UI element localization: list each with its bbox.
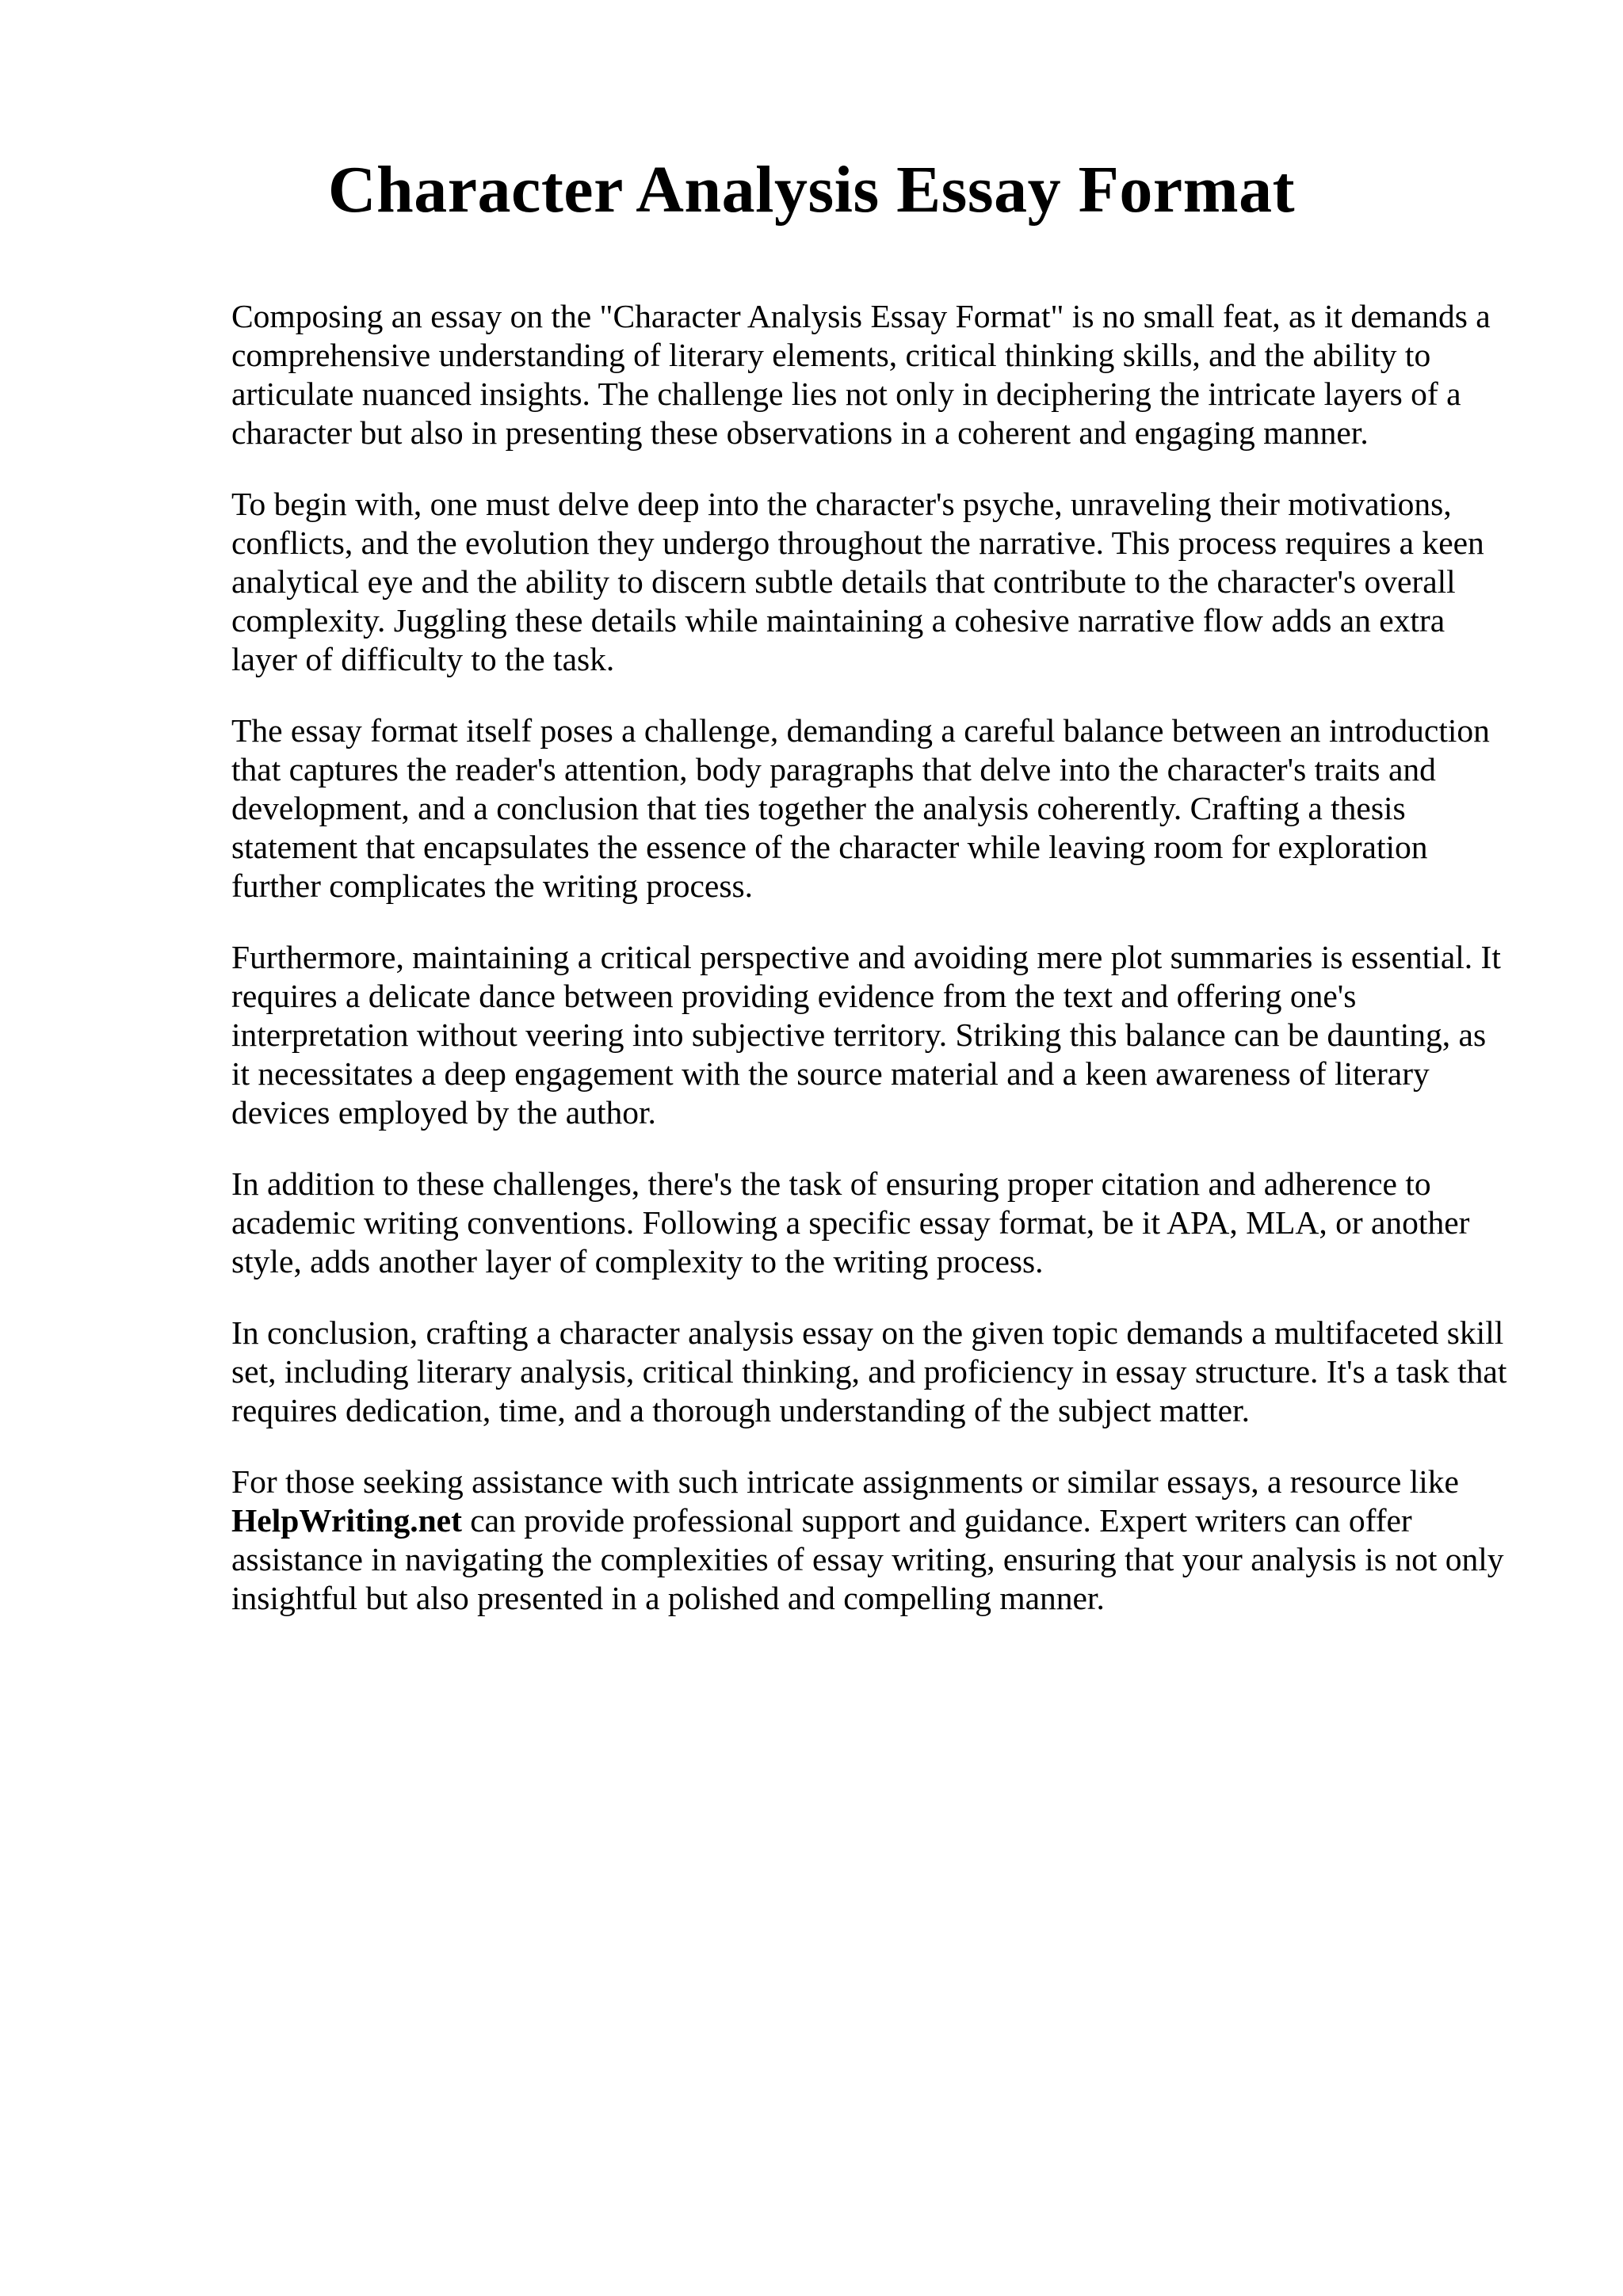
- paragraph-line: insightful but also presented in a polished and compelling manner.: [231, 1580, 1105, 1616]
- paragraph-line: statement that encapsulates the essence of the character while leaving room for exploration: [231, 829, 1428, 865]
- paragraph-line: For those seeking assistance with such intricate assignments or similar essays, a resource like: [231, 1463, 1459, 1500]
- paragraph-line: complexity. Juggling these details while maintaining a cohesive narrative flow adds an extra: [231, 602, 1445, 639]
- paragraph-line-rest: can provide professional support and guidance. Expert writers can offer: [461, 1502, 1412, 1539]
- paragraph-4: [231, 938, 1515, 1132]
- paragraph-line: The essay format itself poses a challenge, demanding a careful balance between an introduction: [231, 712, 1490, 749]
- paragraph-line: it necessitates a deep engagement with the source material and a keen awareness of literary: [231, 1055, 1430, 1092]
- paragraph-line: layer of difficulty to the task.: [231, 641, 615, 677]
- paragraph-line: that captures the reader's attention, body paragraphs that delve into the character's traits and: [231, 751, 1436, 788]
- paragraph-1: [231, 297, 1515, 452]
- paragraph-7: [231, 1463, 1515, 1618]
- paragraph-line: academic writing conventions. Following a specific essay format, be it APA, MLA, or another: [231, 1204, 1470, 1241]
- paragraph-line: character but also in presenting these observations in a coherent and engaging manner.: [231, 414, 1369, 451]
- paragraph-line: analytical eye and the ability to discern subtle details that contribute to the character's overall: [231, 563, 1456, 600]
- paragraph-line: requires dedication, time, and a thorough understanding of the subject matter.: [231, 1392, 1250, 1428]
- paragraph-line: [231, 1501, 1515, 1540]
- paragraph-line: In addition to these challenges, there's the task of ensuring proper citation and adherence to: [231, 1165, 1431, 1202]
- paragraph-line: requires a delicate dance between providing evidence from the text and offering one's: [231, 978, 1357, 1014]
- paragraph-3: [231, 711, 1515, 906]
- paragraph-line: In conclusion, crafting a character analysis essay on the given topic demands a multifaceted skill: [231, 1314, 1504, 1351]
- document-title: Character Analysis Essay Format: [327, 153, 1296, 227]
- paragraph-line: devices employed by the author.: [231, 1094, 656, 1131]
- paragraph-5: [231, 1165, 1515, 1281]
- paragraph-line: set, including literary analysis, critical thinking, and proficiency in essay structure. It's a task that: [231, 1353, 1507, 1390]
- paragraph-line: Furthermore, maintaining a critical perspective and avoiding mere plot summaries is essential. It: [231, 939, 1501, 975]
- paragraph-line: comprehensive understanding of literary elements, critical thinking skills, and the ability to: [231, 337, 1431, 373]
- paragraph-2: [231, 485, 1515, 679]
- helpwriting-link[interactable]: HelpWriting.net: [231, 1502, 462, 1539]
- paragraph-line: interpretation without veering into subjective territory. Striking this balance can be daunting, as: [231, 1016, 1487, 1053]
- paragraph-line: style, adds another layer of complexity to the writing process.: [231, 1243, 1044, 1280]
- paragraph-line: Composing an essay on the "Character Analysis Essay Format" is no small feat, as it demands a: [231, 298, 1491, 334]
- paragraph-line: To begin with, one must delve deep into the character's psyche, unraveling their motivations,: [231, 486, 1452, 522]
- paragraph-line: conflicts, and the evolution they undergo throughout the narrative. This process requires a keen: [231, 524, 1484, 561]
- paragraph-6: [231, 1314, 1515, 1430]
- document-body: [231, 297, 1515, 1650]
- paragraph-line: further complicates the writing process.: [231, 868, 754, 904]
- paragraph-line: articulate nuanced insights. The challenge lies not only in deciphering the intricate layers of a: [231, 376, 1461, 412]
- paragraph-line: assistance in navigating the complexities of essay writing, ensuring that your analysis is not only: [231, 1541, 1504, 1577]
- paragraph-line: development, and a conclusion that ties together the analysis coherently. Crafting a thesis: [231, 790, 1406, 826]
